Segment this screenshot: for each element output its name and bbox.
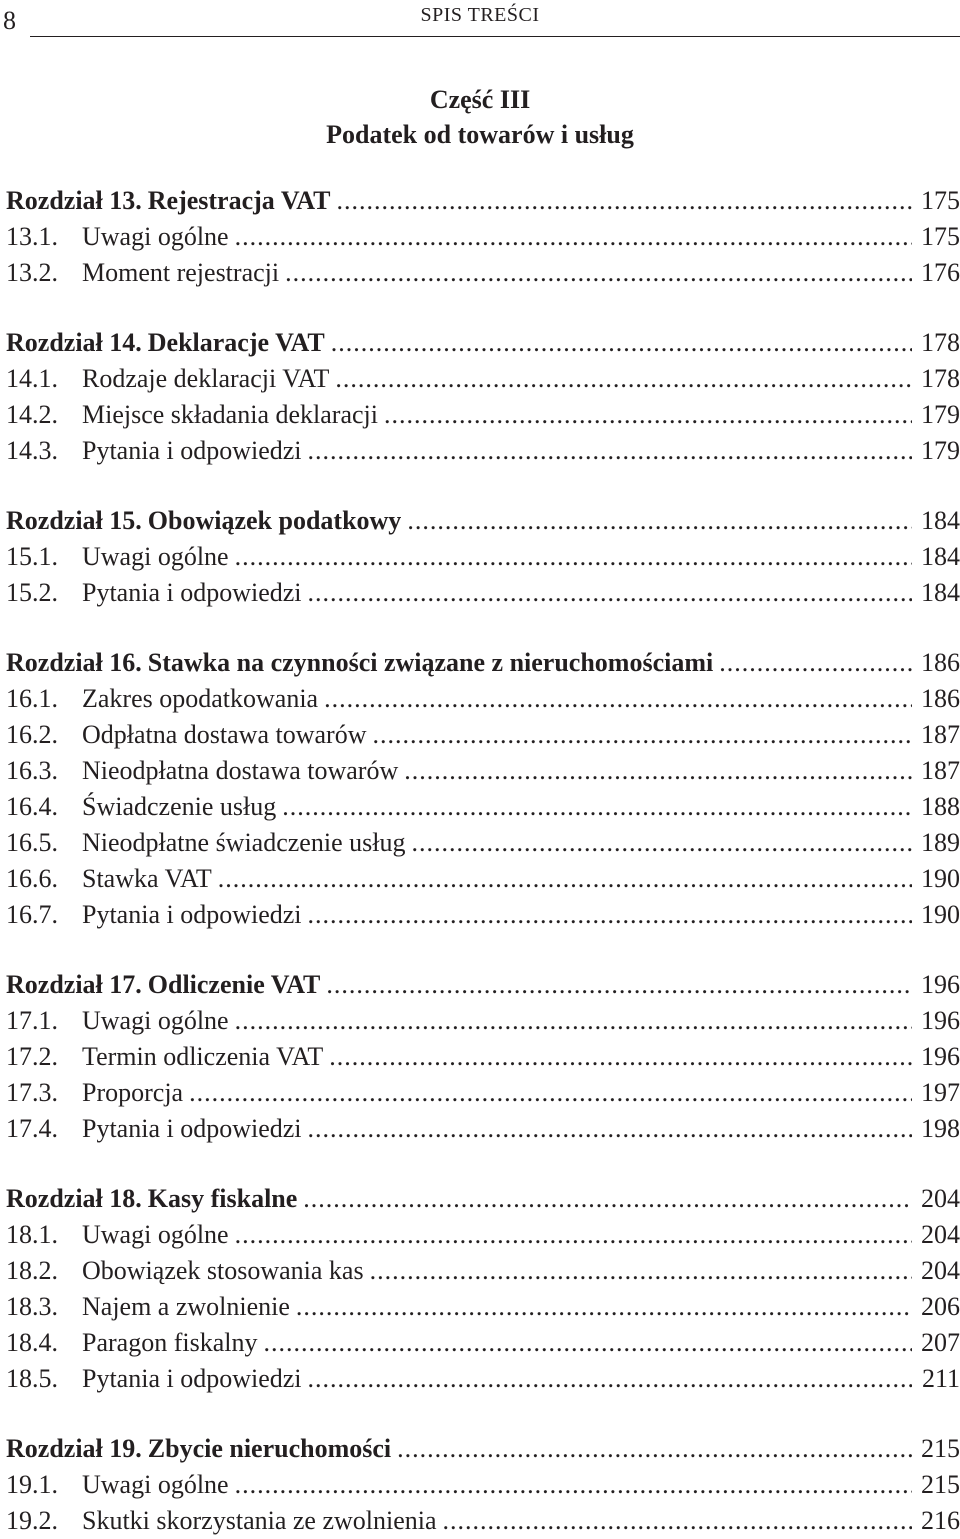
toc-chapter-row[interactable] (6, 1181, 960, 1217)
section-title: Uwagi ogólne (82, 222, 229, 251)
section-page-number: 216 (921, 1506, 960, 1535)
dot-leader (331, 325, 912, 361)
section-title: Pytania i odpowiedzi (82, 1114, 302, 1143)
section-number: 16.7. (6, 900, 58, 929)
toc-chapter-row[interactable] (6, 325, 960, 361)
part-number: Część III (429, 85, 531, 114)
section-page-number: 190 (921, 900, 960, 929)
section-page-number: 179 (921, 400, 960, 429)
section-title: Uwagi ogólne (82, 1470, 229, 1499)
toc-section-row[interactable] (6, 219, 960, 255)
section-title: Obowiązek stosowania kas (82, 1256, 364, 1285)
section-page-number: 196 (921, 1006, 960, 1035)
dot-leader (411, 825, 912, 861)
chapter-label: Rozdział 13. (6, 186, 142, 215)
section-title: Stawka VAT (82, 864, 212, 893)
chapter-page-number: 186 (921, 648, 960, 677)
dot-leader (282, 789, 912, 825)
toc-section-row[interactable] (6, 1467, 960, 1503)
section-page-number: 204 (921, 1220, 960, 1249)
chapter-label: Rozdział 17. (6, 970, 142, 999)
part-heading (0, 82, 960, 152)
section-page-number: 215 (921, 1470, 960, 1499)
dot-leader (372, 717, 912, 753)
chapter-page-number: 204 (921, 1184, 960, 1213)
dot-leader (189, 1075, 912, 1111)
dot-leader (308, 897, 912, 933)
section-page-number: 207 (921, 1328, 960, 1357)
section-number: 16.6. (6, 864, 58, 893)
section-page-number: 206 (921, 1292, 960, 1321)
section-number: 14.1. (6, 364, 58, 393)
section-number: 13.1. (6, 222, 58, 251)
section-number: 18.5. (6, 1364, 58, 1393)
section-title: Nieodpłatne świadczenie usług (82, 828, 406, 857)
section-page-number: 178 (921, 364, 960, 393)
toc-section-row[interactable] (6, 361, 960, 397)
section-number: 17.3. (6, 1078, 58, 1107)
section-title: Pytania i odpowiedzi (82, 578, 302, 607)
toc-section-row[interactable] (6, 861, 960, 897)
section-title: Uwagi ogólne (82, 1220, 229, 1249)
chapter-label: Rozdział 18. (6, 1184, 142, 1213)
dot-leader (235, 539, 912, 575)
dot-leader (384, 397, 912, 433)
section-number: 16.4. (6, 792, 58, 821)
dot-leader (308, 1111, 912, 1147)
chapter-page-number: 215 (921, 1434, 960, 1463)
toc-section-row[interactable] (6, 825, 960, 861)
dot-leader (308, 433, 912, 469)
chapter-page-number: 178 (921, 328, 960, 357)
section-number: 17.1. (6, 1006, 58, 1035)
running-title: SPIS TREŚCI (420, 4, 540, 26)
header-rule (30, 36, 960, 37)
dot-leader (324, 681, 912, 717)
section-number: 18.1. (6, 1220, 58, 1249)
chapter-title: Deklaracje VAT (147, 328, 325, 357)
section-number: 18.2. (6, 1256, 58, 1285)
dot-leader (235, 1217, 912, 1253)
section-page-number: 184 (921, 542, 960, 571)
section-page-number: 189 (921, 828, 960, 857)
dot-leader (263, 1325, 912, 1361)
dot-leader (335, 361, 912, 397)
dot-leader (397, 1431, 912, 1467)
toc-section-row[interactable] (6, 1503, 960, 1539)
toc-section-row[interactable] (6, 539, 960, 575)
page-number: 8 (3, 6, 16, 35)
section-page-number: 184 (921, 578, 960, 607)
toc-section-row[interactable] (6, 1039, 960, 1075)
section-page-number: 198 (921, 1114, 960, 1143)
dot-leader (235, 1467, 912, 1503)
section-title: Rodzaje deklaracji VAT (82, 364, 330, 393)
toc-section-row[interactable] (6, 681, 960, 717)
dot-leader (404, 753, 912, 789)
section-title: Pytania i odpowiedzi (82, 900, 302, 929)
section-title: Termin odliczenia VAT (82, 1042, 324, 1071)
toc-section-row[interactable] (6, 1361, 960, 1397)
section-number: 17.2. (6, 1042, 58, 1071)
part-title: Podatek od towarów i usług (326, 120, 634, 149)
section-title: Paragon fiskalny (82, 1328, 258, 1357)
section-number: 18.3. (6, 1292, 58, 1321)
section-number: 15.1. (6, 542, 58, 571)
toc-section-row[interactable] (6, 1253, 960, 1289)
toc-section-row[interactable] (6, 433, 960, 469)
toc-chapter-row[interactable] (6, 645, 960, 681)
chapter-label: Rozdział 16. (6, 648, 142, 677)
toc-chapter-row[interactable] (6, 183, 960, 219)
dot-leader (235, 219, 912, 255)
toc-chapter-row[interactable] (6, 967, 960, 1003)
section-number: 16.3. (6, 756, 58, 785)
section-title: Proporcja (82, 1078, 184, 1107)
section-number: 19.2. (6, 1506, 58, 1535)
chapter-title: Odliczenie VAT (147, 970, 321, 999)
toc-section-row[interactable] (6, 789, 960, 825)
dot-leader (336, 183, 912, 219)
toc-section-row[interactable] (6, 1075, 960, 1111)
section-page-number: 187 (921, 720, 960, 749)
section-title: Uwagi ogólne (82, 1006, 229, 1035)
section-page-number: 190 (921, 864, 960, 893)
dot-leader (719, 645, 912, 681)
toc-section-row[interactable] (6, 897, 960, 933)
dot-leader (326, 967, 912, 1003)
dot-leader (218, 861, 912, 897)
section-title: Pytania i odpowiedzi (82, 1364, 302, 1393)
section-title: Miejsce składania deklaracji (82, 400, 378, 429)
chapter-page-number: 196 (921, 970, 960, 999)
toc-chapter-row[interactable] (6, 503, 960, 539)
section-number: 13.2. (6, 258, 58, 287)
section-page-number: 175 (921, 222, 960, 251)
section-title: Pytania i odpowiedzi (82, 436, 302, 465)
section-number: 19.1. (6, 1470, 58, 1499)
dot-leader (235, 1003, 912, 1039)
toc-section-row[interactable] (6, 1003, 960, 1039)
section-title: Najem a zwolnienie (82, 1292, 290, 1321)
dot-leader (370, 1253, 912, 1289)
toc-section-row[interactable] (6, 1325, 960, 1361)
chapter-title: Zbycie nieruchomości (147, 1434, 392, 1463)
section-page-number: 186 (921, 684, 960, 713)
chapter-label: Rozdział 19. (6, 1434, 142, 1463)
dot-leader (407, 503, 912, 539)
toc-chapter-row[interactable] (6, 1431, 960, 1467)
dot-leader (296, 1289, 912, 1325)
section-number: 17.4. (6, 1114, 58, 1143)
section-page-number: 197 (921, 1078, 960, 1107)
toc-section-row[interactable] (6, 1111, 960, 1147)
section-title: Skutki skorzystania ze zwolnienia (82, 1506, 437, 1535)
page-header (0, 0, 960, 40)
toc-section-row[interactable] (6, 575, 960, 611)
dot-leader (443, 1503, 912, 1539)
chapter-title: Obowiązek podatkowy (147, 506, 402, 535)
chapter-label: Rozdział 15. (6, 506, 142, 535)
chapter-page-number: 184 (921, 506, 960, 535)
toc-section-row[interactable] (6, 753, 960, 789)
section-page-number: 176 (921, 258, 960, 287)
section-number: 14.2. (6, 400, 58, 429)
section-number: 16.5. (6, 828, 58, 857)
section-number: 16.1. (6, 684, 58, 713)
section-title: Zakres opodatkowania (82, 684, 319, 713)
toc-section-row[interactable] (6, 717, 960, 753)
toc-section-row[interactable] (6, 1217, 960, 1253)
chapter-label: Rozdział 14. (6, 328, 142, 357)
section-page-number: 204 (921, 1256, 960, 1285)
section-title: Nieodpłatna dostawa towarów (82, 756, 399, 785)
section-page-number: 179 (921, 436, 960, 465)
dot-leader (329, 1039, 912, 1075)
chapter-title: Kasy fiskalne (147, 1184, 298, 1213)
section-title: Uwagi ogólne (82, 542, 229, 571)
section-number: 15.2. (6, 578, 58, 607)
section-title: Odpłatna dostawa towarów (82, 720, 367, 749)
section-page-number: 196 (921, 1042, 960, 1071)
dot-leader (285, 255, 912, 291)
section-number: 16.2. (6, 720, 58, 749)
section-number: 18.4. (6, 1328, 58, 1357)
section-page-number: 188 (921, 792, 960, 821)
toc-section-row[interactable] (6, 397, 960, 433)
chapter-page-number: 175 (921, 186, 960, 215)
toc-section-row[interactable] (6, 255, 960, 291)
table-of-contents (6, 183, 960, 1539)
chapter-title: Stawka na czynności związane z nieruchomościami (147, 648, 714, 677)
chapter-title: Rejestracja VAT (147, 186, 331, 215)
section-title: Moment rejestracji (82, 258, 280, 287)
section-page-number: 187 (921, 756, 960, 785)
dot-leader (308, 1361, 912, 1397)
section-page-number: 211 (921, 1364, 960, 1393)
section-title: Świadczenie usług (82, 792, 277, 821)
section-number: 14.3. (6, 436, 58, 465)
toc-section-row[interactable] (6, 1289, 960, 1325)
dot-leader (303, 1181, 912, 1217)
dot-leader (308, 575, 912, 611)
